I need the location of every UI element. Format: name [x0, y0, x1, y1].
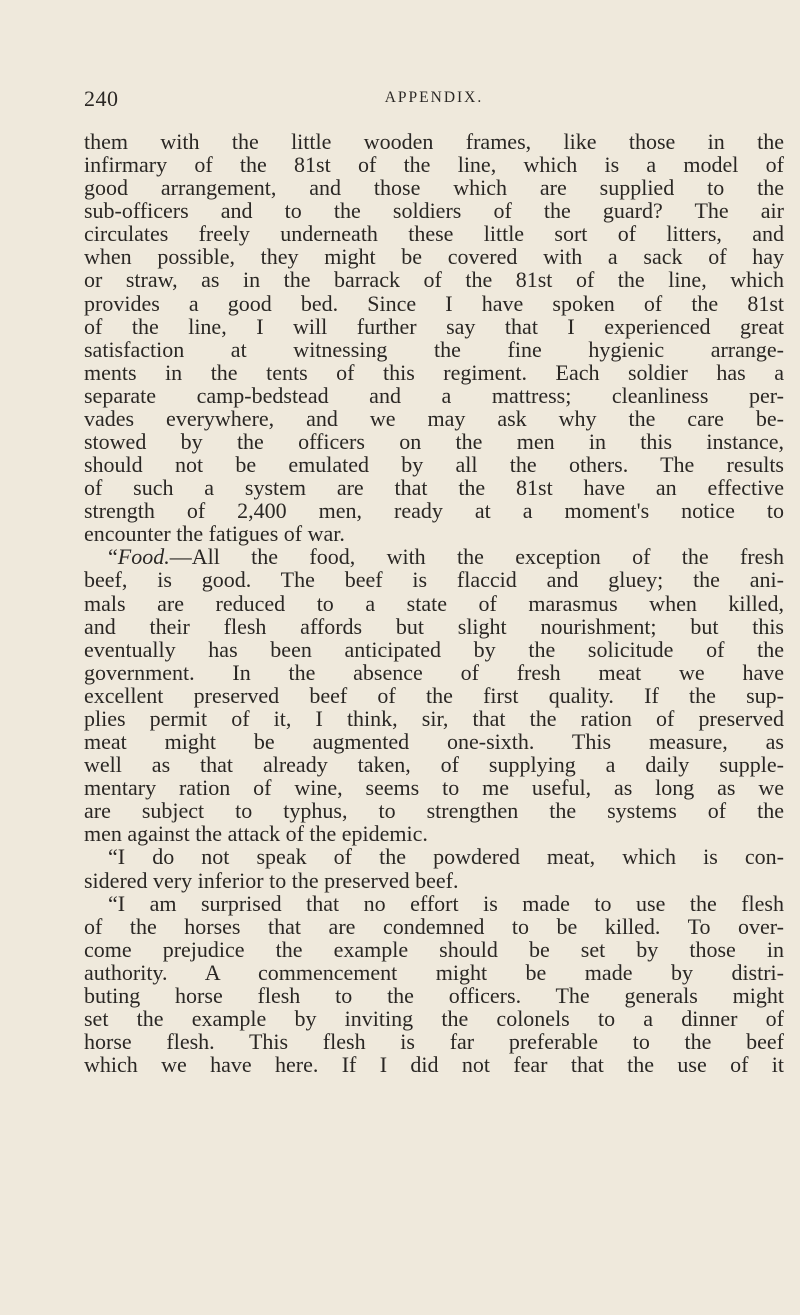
- text-line: mals are reduced to a state of marasmus when killed,: [84, 590, 784, 616]
- text-line: vades everywhere, and we may ask why the care be-: [84, 405, 784, 431]
- text-line: ments in the tents of this regiment. Each soldier has a: [84, 359, 784, 385]
- header-title: APPENDIX.: [384, 89, 484, 106]
- text-line: good arrangement, and those which are supplied to the: [84, 175, 784, 201]
- text-line: encounter the fatigues of war.: [84, 521, 345, 547]
- text-line: excellent preserved beef of the first quality. If the sup-: [84, 682, 784, 708]
- text-line: of the line, I will further say that I experienced great: [84, 313, 784, 339]
- text-line: and their flesh affords but slight nourishment; but this: [84, 613, 784, 639]
- text-line: satisfaction at witnessing the fine hygienic arrange-: [84, 336, 784, 362]
- body-text: [84, 130, 784, 1076]
- text-line: should not be emulated by all the others. The results: [84, 452, 784, 478]
- text-line: set the example by inviting the colonels to a dinner of: [84, 1005, 784, 1031]
- text-line: plies permit of it, I think, sir, that the ration of preserved: [84, 705, 784, 731]
- text-line: infirmary of the 81st of the line, which is a model of: [84, 152, 784, 178]
- food-paragraph-line: [84, 545, 784, 568]
- text-line: sub-officers and to the soldiers of the guard? The air: [84, 198, 784, 224]
- text-line: sidered very inferior to the preserved beef.: [84, 867, 459, 893]
- text-line: when possible, they might be covered with a sack of hay: [84, 244, 784, 270]
- text-line: buting horse flesh to the officers. The generals might: [84, 982, 784, 1008]
- text-line: “I do not speak of the powdered meat, which is con-: [108, 844, 784, 870]
- running-head: [84, 86, 784, 116]
- page-number: 240: [84, 86, 119, 111]
- food-heading: Food.: [117, 544, 170, 570]
- text-line: beef, is good. The beef is flaccid and gluey; the ani-: [84, 567, 784, 593]
- open-quote: “: [108, 544, 118, 570]
- text-line: provides a good bed. Since I have spoken of the 81st: [84, 290, 784, 316]
- text-line: horse flesh. This flesh is far preferable to the beef: [84, 1029, 784, 1055]
- text-line: strength of 2,400 men, ready at a moment's notice to: [84, 498, 784, 524]
- text-line: men against the attack of the epidemic.: [84, 821, 428, 847]
- text-line: authority. A commencement might be made by distri-: [84, 959, 784, 985]
- text-line: eventually has been anticipated by the solicitude of the: [84, 636, 784, 662]
- text-line: separate camp-bedstead and a mattress; cleanliness per-: [84, 382, 784, 408]
- text-line: are subject to typhus, to strengthen the systems of the: [84, 798, 784, 824]
- text-line: government. In the absence of fresh meat we have: [84, 659, 784, 685]
- text-line: of the horses that are condemned to be killed. To over-: [84, 913, 784, 939]
- text-line: circulates freely underneath these little sort of litters, and: [84, 221, 784, 247]
- text-line: or straw, as in the barrack of the 81st of the line, which: [84, 267, 784, 293]
- text-line: which we have here. If I did not fear that the use of it: [84, 1052, 784, 1078]
- text-line: them with the little wooden frames, like those in the: [84, 129, 784, 154]
- text-line: come prejudice the example should be set by those in: [84, 936, 784, 962]
- food-line-rest: —All the food, with the exception of the fresh: [169, 544, 784, 570]
- text-line: mentary ration of wine, seems to me useful, as long as we: [84, 775, 784, 801]
- text-line: stowed by the officers on the men in this instance,: [84, 429, 784, 455]
- text-line: of such a system are that the 81st have an effective: [84, 475, 784, 501]
- text-line: meat might be augmented one-sixth. This measure, as: [84, 729, 784, 755]
- text-line: well as that already taken, of supplying a daily supple-: [84, 752, 784, 778]
- text-line: “I am surprised that no effort is made to use the flesh: [108, 890, 784, 916]
